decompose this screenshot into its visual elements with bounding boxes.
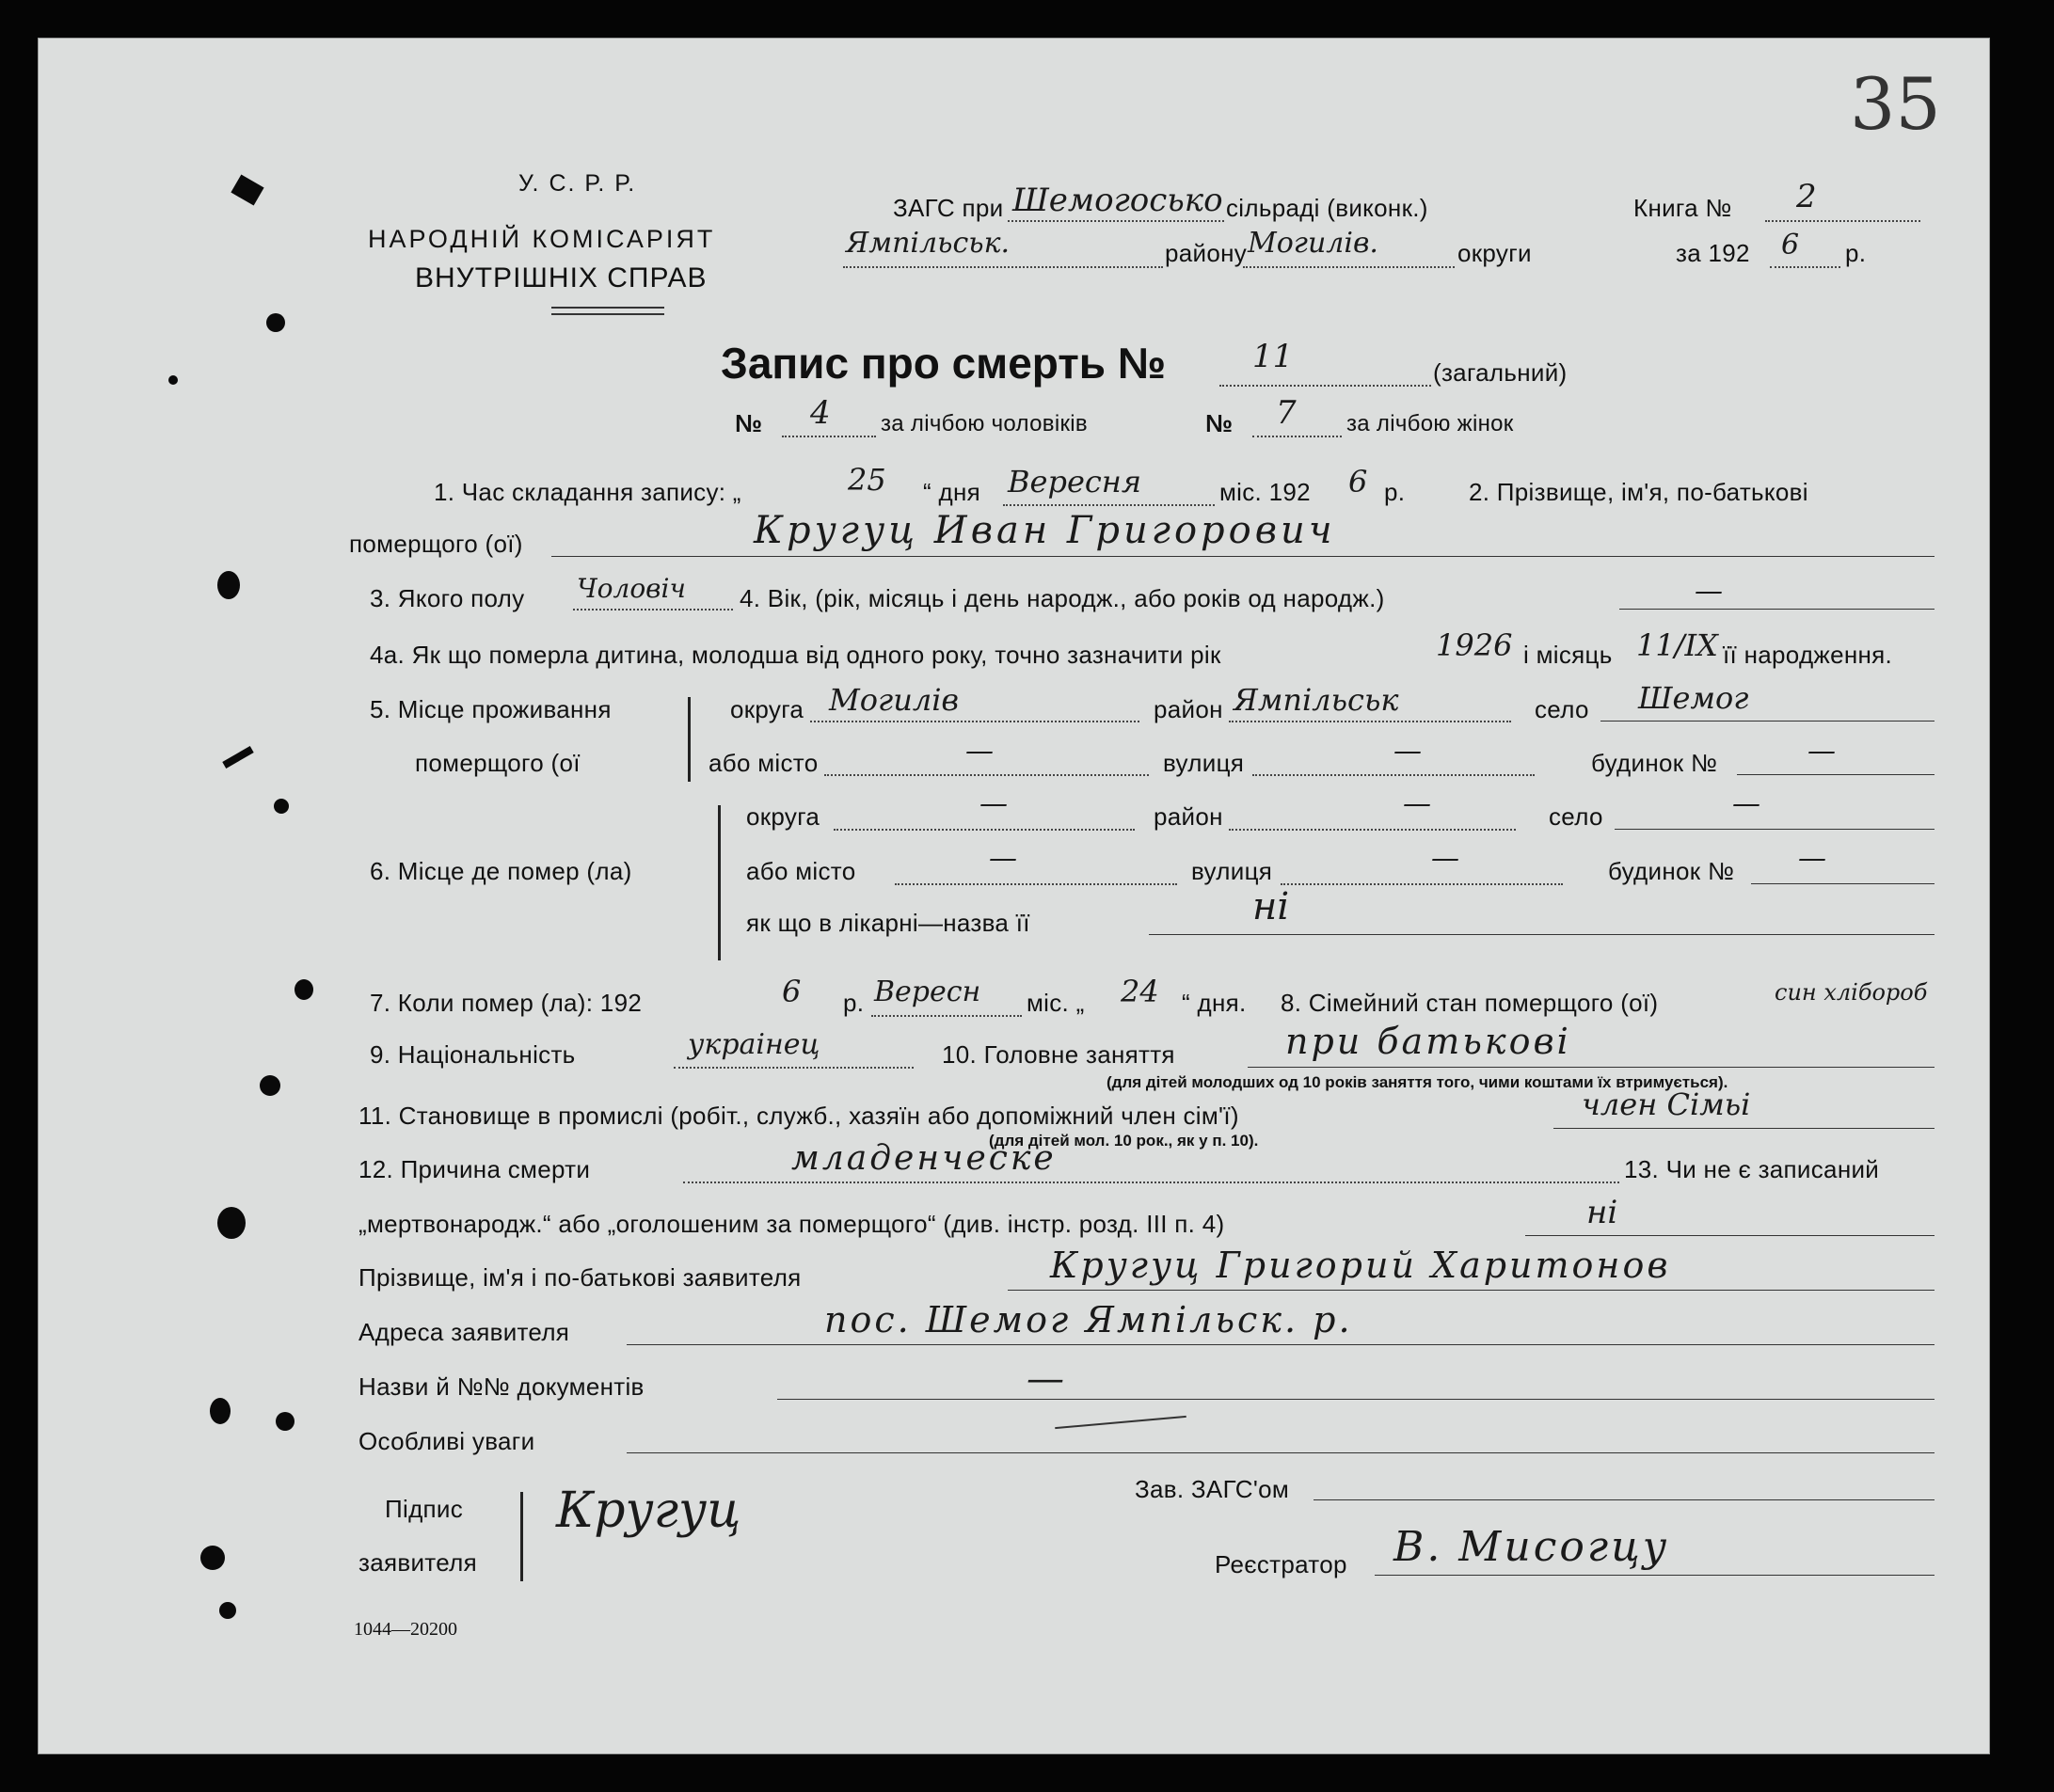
book-value: 2: [1796, 178, 1817, 215]
ministry-line-2: ВНУТРІШНІХ СПРАВ: [415, 262, 708, 293]
okrug-label: округи: [1457, 239, 1532, 267]
field-6-okruga-label: округа: [746, 802, 820, 831]
men-count-value: 4: [810, 394, 831, 432]
selrada-label: сільраді (виконк.): [1226, 194, 1428, 222]
punch-hole: [274, 799, 289, 814]
field-6-label: 6. Місце де помер (ла): [370, 857, 632, 885]
field-6-brace: [718, 805, 721, 960]
field-7-day-suffix: “ дня.: [1182, 989, 1247, 1017]
field-4-label: 4. Вік, (рік, місяць і день народж., або років од народж.): [740, 584, 1385, 612]
record-general-label: (загальний): [1433, 358, 1568, 387]
field-9-label: 9. Національність: [370, 1040, 576, 1069]
punch-hole: [276, 1412, 295, 1431]
field-6-selo-line: [1615, 829, 1935, 830]
punch-hole: [168, 375, 178, 385]
record-number-line: [1219, 385, 1431, 387]
field-5-label-b: померщого (ої: [415, 749, 581, 777]
documents-label: Назви й №№ документів: [358, 1372, 645, 1401]
field-4-line: [1619, 609, 1935, 610]
field-4a-month-label: і місяць: [1523, 641, 1613, 669]
okrug-line: [1243, 266, 1455, 268]
field-7-year-suffix: р.: [843, 989, 865, 1017]
field-2-label-b: померщого (ої): [349, 530, 523, 558]
field-11-label: 11. Становище в промислі (робіт., служб., хазяїн або допоміжний член сім'ї): [358, 1102, 1239, 1130]
zags-value: Шемогосько: [1012, 182, 1223, 219]
field-7-year: 6: [782, 974, 802, 1009]
header-rule: [551, 313, 664, 315]
field-5-selo-label: село: [1535, 695, 1589, 723]
field-10-label: 10. Головне заняття: [942, 1040, 1175, 1069]
signature-label-a: Підпис: [385, 1495, 464, 1523]
field-7-month: Вересн: [874, 975, 981, 1008]
field-6-rayon-value: —: [1403, 787, 1431, 820]
registrar-signature: В. Мисогцу: [1393, 1523, 1670, 1571]
year-label: за 192: [1676, 239, 1750, 267]
field-3-value: Чоловіч: [577, 573, 686, 604]
year-suffix: р.: [1845, 239, 1867, 267]
state-abbreviation: У. С. Р. Р.: [518, 170, 637, 197]
field-13-label-b: „мертвонародж.“ або „оголошеним за померщого“ (див. інстр. розд. III п. 4): [358, 1210, 1225, 1238]
field-8-value: син хлібороб: [1775, 979, 1928, 1006]
field-6-hosp-line: [1149, 934, 1935, 935]
punch-hole: [219, 1602, 236, 1619]
field-5-bud-label: будинок №: [1591, 749, 1718, 777]
field-8-label: 8. Сімейний стан померщого (ої): [1281, 989, 1659, 1017]
documents-line: [777, 1399, 1935, 1400]
field-1-month-line: [1003, 504, 1215, 506]
registrar-label: Реєстратор: [1215, 1550, 1347, 1578]
field-12-label: 12. Причина смерти: [358, 1155, 591, 1183]
signature-label-b: заявителя: [358, 1548, 477, 1577]
field-5-selo-line: [1600, 721, 1935, 722]
applicant-signature: Кругуц: [556, 1483, 741, 1539]
field-5-vul-value: —: [1393, 735, 1422, 768]
field-1-label: 1. Час складання запису: „: [434, 478, 741, 506]
field-7-day: 24: [1121, 974, 1159, 1009]
record-number: 11: [1252, 338, 1294, 375]
punch-hole: [217, 571, 240, 599]
field-5-label-a: 5. Місце проживання: [370, 695, 612, 723]
field-6-bud-label: будинок №: [1608, 857, 1735, 885]
field-5-rayon-value: Ямпільськ: [1234, 682, 1399, 718]
punch-hole: [266, 313, 285, 332]
field-2-label: 2. Прізвище, ім'я, по-батькові: [1469, 478, 1808, 506]
field-1-year-suffix: р.: [1384, 478, 1406, 506]
field-13-label: 13. Чи не є записаний: [1624, 1155, 1880, 1183]
field-9-value: украінец: [688, 1028, 820, 1061]
page-number: 35: [1850, 62, 1941, 146]
okrug-value: Могилів.: [1248, 227, 1378, 260]
field-5-misto-line: [824, 774, 1149, 776]
notes-line: [627, 1452, 1935, 1453]
zags-line: [1008, 220, 1224, 222]
field-12-value: младенческе: [791, 1139, 1057, 1178]
applicant-value: Кругуц Григорий Харитонов: [1050, 1245, 1671, 1286]
field-13-value: ні: [1586, 1194, 1618, 1231]
field-6-okruga-value: —: [979, 787, 1008, 820]
field-7-mis-label: міс. „: [1027, 989, 1085, 1017]
address-value: пос. Шемог Ямпільск. р.: [824, 1299, 1353, 1340]
field-5-vul-line: [1252, 774, 1535, 776]
men-count-label: за лічбою чоловіків: [881, 411, 1088, 436]
applicant-label: Прізвище, ім'я і по-батькові заявителя: [358, 1263, 802, 1292]
field-4a-year: 1926: [1436, 627, 1513, 663]
head-signature-line: [1314, 1499, 1935, 1500]
men-count-line: [782, 436, 876, 437]
field-1-year: 6: [1348, 464, 1368, 500]
field-6-hosp-value: ні: [1252, 885, 1290, 928]
district-label: району: [1165, 239, 1248, 267]
field-6-selo-label: село: [1549, 802, 1603, 831]
field-5-okruga-line: [810, 721, 1139, 722]
field-5-okruga-label: округа: [730, 695, 804, 723]
field-3-line: [573, 609, 733, 611]
punch-hole: [260, 1075, 280, 1096]
head-label: Зав. ЗАГС'ом: [1135, 1475, 1290, 1503]
punch-hole: [200, 1546, 225, 1570]
punch-hole: [210, 1398, 231, 1424]
documents-dash-stroke: [1055, 1416, 1186, 1429]
field-13-line: [1525, 1235, 1935, 1236]
punch-hole: [231, 174, 263, 205]
ministry-line-1: НАРОДНІЙ КОМІСАРІЯТ: [368, 225, 716, 253]
documents-value: —: [1027, 1357, 1064, 1401]
field-11-value: член Сімьі: [1582, 1086, 1751, 1122]
field-4-value: —: [1695, 575, 1723, 608]
field-5-bud-value: —: [1807, 735, 1836, 768]
field-10-value: при батькові: [1285, 1021, 1571, 1062]
women-count-prefix: №: [1205, 409, 1234, 437]
field-6-bud-value: —: [1798, 842, 1826, 875]
field-5-vul-label: вулиця: [1163, 749, 1245, 777]
field-5-selo-value: Шемог: [1638, 680, 1749, 716]
field-2-value: Кругуц Иван Григорович: [754, 509, 1336, 552]
field-5-rayon-line: [1229, 721, 1511, 722]
field-4a-month: 11/IX: [1636, 627, 1718, 663]
book-line: [1765, 220, 1920, 222]
field-6-bud-line: [1751, 883, 1935, 884]
field-6-vul-line: [1281, 883, 1563, 885]
signature-brace: [520, 1492, 523, 1581]
field-11-line: [1553, 1128, 1935, 1129]
year-value: 6: [1781, 229, 1800, 262]
field-5-okruga-value: Могилів: [829, 682, 960, 718]
women-count-value: 7: [1276, 394, 1297, 432]
field-11-note: (для дітей мол. 10 рок., як у п. 10).: [989, 1132, 1259, 1150]
field-6-misto-value: —: [989, 842, 1017, 875]
registrar-signature-line: [1375, 1575, 1935, 1576]
field-1-day-suffix: “ дня: [923, 478, 980, 506]
death-record-form: [38, 38, 1990, 1754]
book-label: Книга №: [1633, 194, 1732, 222]
district-line: [843, 266, 1163, 268]
field-2-line: [551, 556, 1935, 557]
field-12-line: [683, 1181, 1619, 1183]
address-label: Адреса заявителя: [358, 1318, 570, 1346]
field-5-bud-line: [1737, 774, 1935, 775]
field-10-line: [1248, 1067, 1935, 1068]
punch-hole: [295, 979, 313, 1000]
district-value: Ямпільськ.: [846, 227, 1011, 260]
punch-hole: [222, 746, 253, 769]
field-6-selo-value: —: [1732, 787, 1760, 820]
field-5-brace: [688, 697, 691, 782]
address-line: [627, 1344, 1935, 1345]
field-5-rayon-label: район: [1154, 695, 1223, 723]
field-6-vul-value: —: [1431, 842, 1459, 875]
field-7-month-line: [871, 1015, 1022, 1017]
field-5-misto-value: —: [965, 735, 994, 768]
year-line: [1770, 266, 1840, 268]
field-1-day: 25: [848, 462, 886, 498]
field-1-month-suffix: міс. 192: [1219, 478, 1311, 506]
field-6-hosp-label: як що в лікарні—назва її: [746, 909, 1030, 937]
field-6-misto-label: або місто: [746, 857, 856, 885]
field-1-month: Вересня: [1008, 464, 1142, 500]
field-3-label: 3. Якого полу: [370, 584, 525, 612]
field-7-label: 7. Коли помер (ла): 192: [370, 989, 643, 1017]
field-6-rayon-label: район: [1154, 802, 1223, 831]
field-9-line: [674, 1067, 914, 1069]
field-6-okruga-line: [834, 829, 1135, 831]
women-count-label: за лічбою жінок: [1346, 411, 1514, 436]
women-count-line: [1252, 436, 1342, 437]
record-title: Запис про смерть №: [721, 339, 1167, 388]
field-6-rayon-line: [1229, 829, 1516, 831]
field-5-misto-label: або місто: [709, 749, 819, 777]
print-code: 1044—20200: [354, 1619, 457, 1640]
field-6-vul-label: вулиця: [1191, 857, 1273, 885]
notes-label: Особливі уваги: [358, 1427, 535, 1455]
field-6-misto-line: [895, 883, 1177, 885]
header-rule: [551, 307, 664, 309]
men-count-prefix: №: [735, 409, 763, 437]
applicant-line: [1008, 1290, 1935, 1291]
field-4a-label: 4а. Як що померла дитина, молодша від одного року, точно зазначити рік: [370, 641, 1221, 669]
field-10-note: (для дітей молодших од 10 років заняття того, чими коштами їх втримується).: [1107, 1073, 1728, 1091]
punch-hole: [217, 1207, 246, 1239]
zags-label: ЗАГС при: [893, 194, 1004, 222]
field-4a-tail: її народження.: [1723, 641, 1893, 669]
